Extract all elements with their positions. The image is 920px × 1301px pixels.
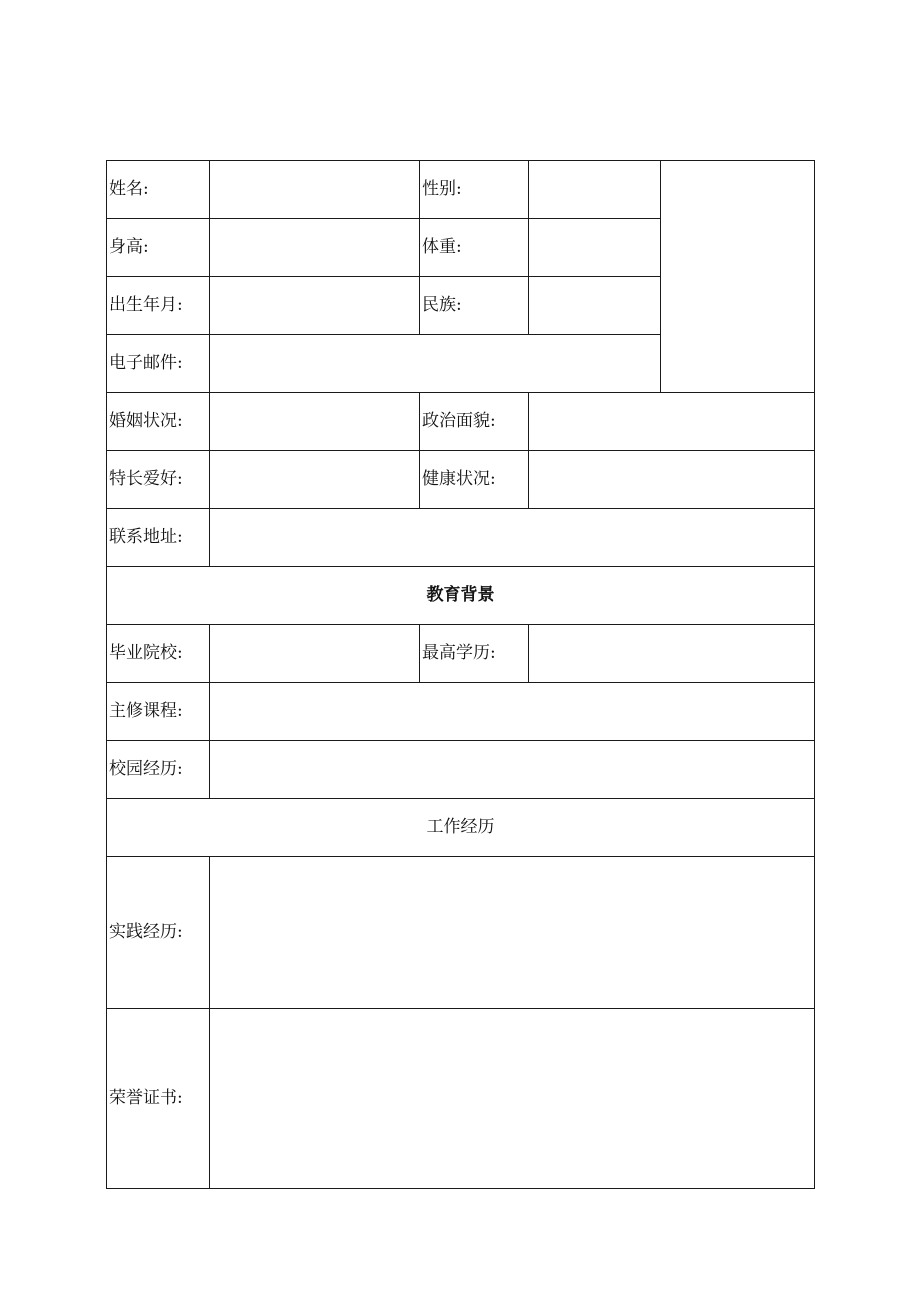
political-label: 政治面貌: [420,393,529,451]
row-school-degree [107,625,815,683]
degree-value-cell[interactable] [529,625,815,683]
row-courses [107,683,815,741]
row-name-gender [107,161,815,219]
marital-value-cell[interactable] [210,393,420,451]
email-value-cell[interactable] [210,335,661,393]
courses-label: 主修课程: [107,683,210,741]
gender-value-cell[interactable] [529,161,661,219]
school-label: 毕业院校: [107,625,210,683]
birth-value-cell[interactable] [210,277,420,335]
practice-label: 实践经历: [107,857,210,1009]
row-honors [107,1009,815,1189]
campus-value-cell[interactable] [210,741,815,799]
gender-label: 性别: [420,161,529,219]
height-value-cell[interactable] [210,219,420,277]
row-campus [107,741,815,799]
honors-label: 荣誉证书: [107,1009,210,1189]
degree-label: 最高学历: [420,625,529,683]
health-label: 健康状况: [420,451,529,509]
courses-value-cell[interactable] [210,683,815,741]
health-value-cell[interactable] [529,451,815,509]
row-address [107,509,815,567]
height-label: 身高: [107,219,210,277]
name-label: 姓名: [107,161,210,219]
campus-label: 校园经历: [107,741,210,799]
resume-form-table [106,160,815,1189]
row-hobby-health [107,451,815,509]
weight-label: 体重: [420,219,529,277]
row-work-header [107,799,815,857]
hobby-label: 特长爱好: [107,451,210,509]
birth-label: 出生年月: [107,277,210,335]
row-marital-political [107,393,815,451]
education-section-title: 教育背景 [107,567,815,625]
school-value-cell[interactable] [210,625,420,683]
hobby-value-cell[interactable] [210,451,420,509]
address-value-cell[interactable] [210,509,815,567]
address-label: 联系地址: [107,509,210,567]
row-education-header [107,567,815,625]
marital-label: 婚姻状况: [107,393,210,451]
email-label: 电子邮件: [107,335,210,393]
name-value-cell[interactable] [210,161,420,219]
practice-value-cell[interactable] [210,857,815,1009]
honors-value-cell[interactable] [210,1009,815,1189]
ethnicity-value-cell[interactable] [529,277,661,335]
row-practice [107,857,815,1009]
photo-cell[interactable] [661,161,815,393]
political-value-cell[interactable] [529,393,815,451]
work-section-title: 工作经历 [107,799,815,857]
ethnicity-label: 民族: [420,277,529,335]
weight-value-cell[interactable] [529,219,661,277]
